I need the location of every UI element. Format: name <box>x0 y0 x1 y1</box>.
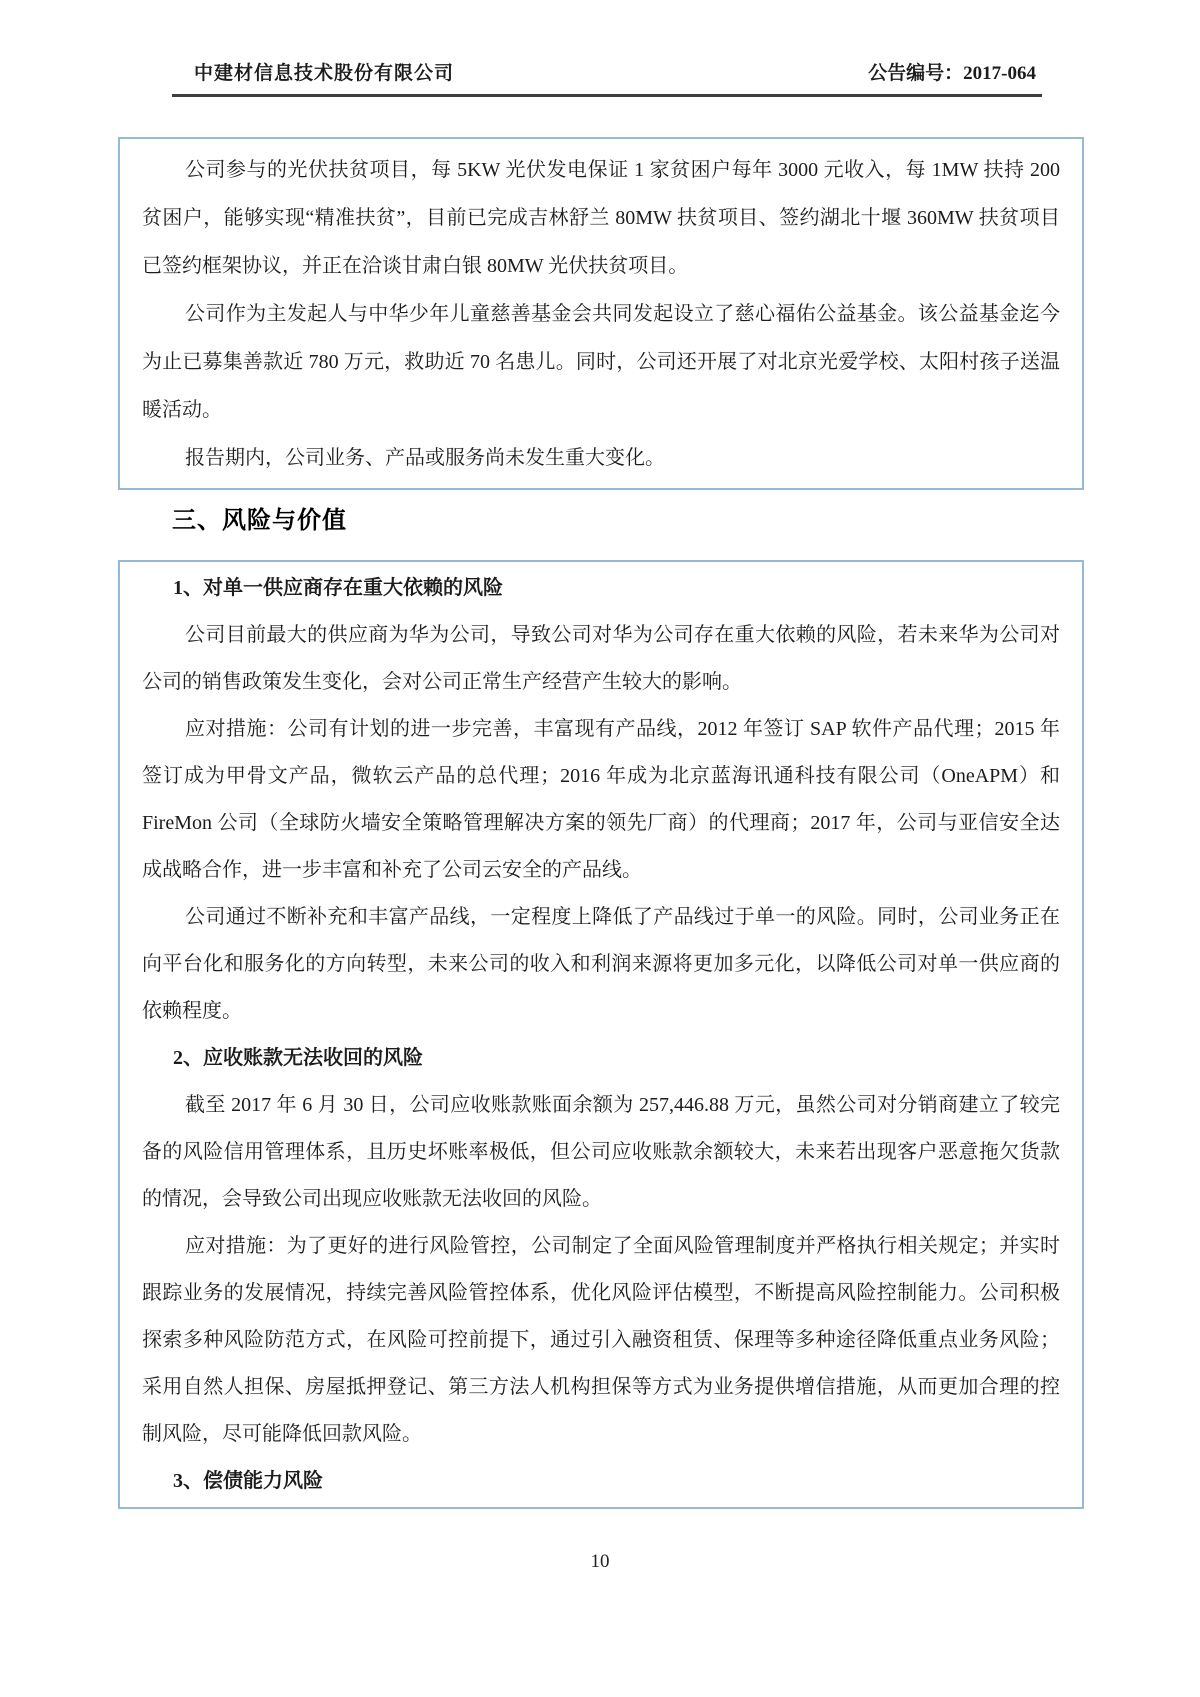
risk-heading-3: 3、偿债能力风险 <box>173 1470 323 1492</box>
paragraph: 应对措施：为了更好的进行风险管控，公司制定了全面风险管理制度并严格执行相关规定；并实时跟踪业务的发展情况，持续完善风险管控体系，优化风险评估模型，不断提高风险控制能力。公司积极探索多种风险防范方式，在风险可控前提下，通过引入融资租赁、保理等多种途径降低重点业务风险；采用自然人担保、房屋抵押登记、第三方法人机构担保等方式为业务提供增信措施，从而更加合理的控制风险，尽可能降低回款风险。 <box>142 1235 1060 1445</box>
company-name: 中建材信息技术股份有限公司 <box>194 63 455 84</box>
paragraph: 公司作为主发起人与中华少年儿童慈善基金会共同发起设立了慈心福佑公益基金。该公益基金迄今为止已募集善款近 780 万元，救助近 70 名患儿。同时，公司还开展了对北京光爱学校、太阳村孩子送温暖活动。 <box>142 303 1060 421</box>
page-header <box>172 58 1042 97</box>
page-number: 10 <box>590 1551 610 1572</box>
section-heading: 三、风险与价值 <box>172 507 347 534</box>
paragraph: 公司目前最大的供应商为华为公司，导致公司对华为公司存在重大依赖的风险，若未来华为公司对公司的销售政策发生变化，会对公司正常生产经营产生较大的影响。 <box>142 624 1060 693</box>
paragraph: 公司通过不断补充和丰富产品线，一定程度上降低了产品线过于单一的风险。同时，公司业务正在向平台化和服务化的方向转型，未来公司的收入和利润来源将更加多元化，以降低公司对单一供应商的依赖程度。 <box>142 906 1060 1022</box>
notice-box-top <box>118 137 1084 490</box>
paragraph: 截至 2017 年 6 月 30 日，公司应收账款账面余额为 257,446.88 万元，虽然公司对分销商建立了较完备的风险信用管理体系，且历史坏账率极低，但公司应收账款余额较大，未来若出现客户恶意拖欠货款的情况，会导致公司出现应收账款无法收回的风险。 <box>142 1094 1060 1210</box>
risk-heading-2: 2、应收账款无法收回的风险 <box>173 1047 423 1069</box>
paragraph: 报告期内，公司业务、产品或服务尚未发生重大变化。 <box>185 447 665 469</box>
paragraph: 公司参与的光伏扶贫项目，每 5KW 光伏发电保证 1 家贫困户每年 3000 元收入，每 1MW 扶持 200 贫困户，能够实现“精准扶贫”，目前已完成吉林舒兰 80MW 扶贫项目、签约湖北十堰 360MW 扶贫项目已签约框架协议，并正在洽谈甘肃白银 80MW 光伏扶贫项目。 <box>142 159 1060 277</box>
risk-section-box <box>118 560 1084 1509</box>
paragraph: 应对措施：公司有计划的进一步完善，丰富现有产品线，2012 年签订 SAP 软件产品代理；2015 年签订成为甲骨文产品，微软云产品的总代理；2016 年成为北京蓝海讯通科技有限公司（OneAPM）和 FireMon 公司（全球防火墙安全策略管理解决方案的领先厂商）的代理商；2017 年，公司与亚信安全达成战略合作，进一步丰富和补充了公司云安全的产品线。 <box>142 718 1060 881</box>
announcement-number: 公告编号：2017-064 <box>868 63 1036 84</box>
risk-heading-1: 1、对单一供应商存在重大依赖的风险 <box>173 577 503 599</box>
